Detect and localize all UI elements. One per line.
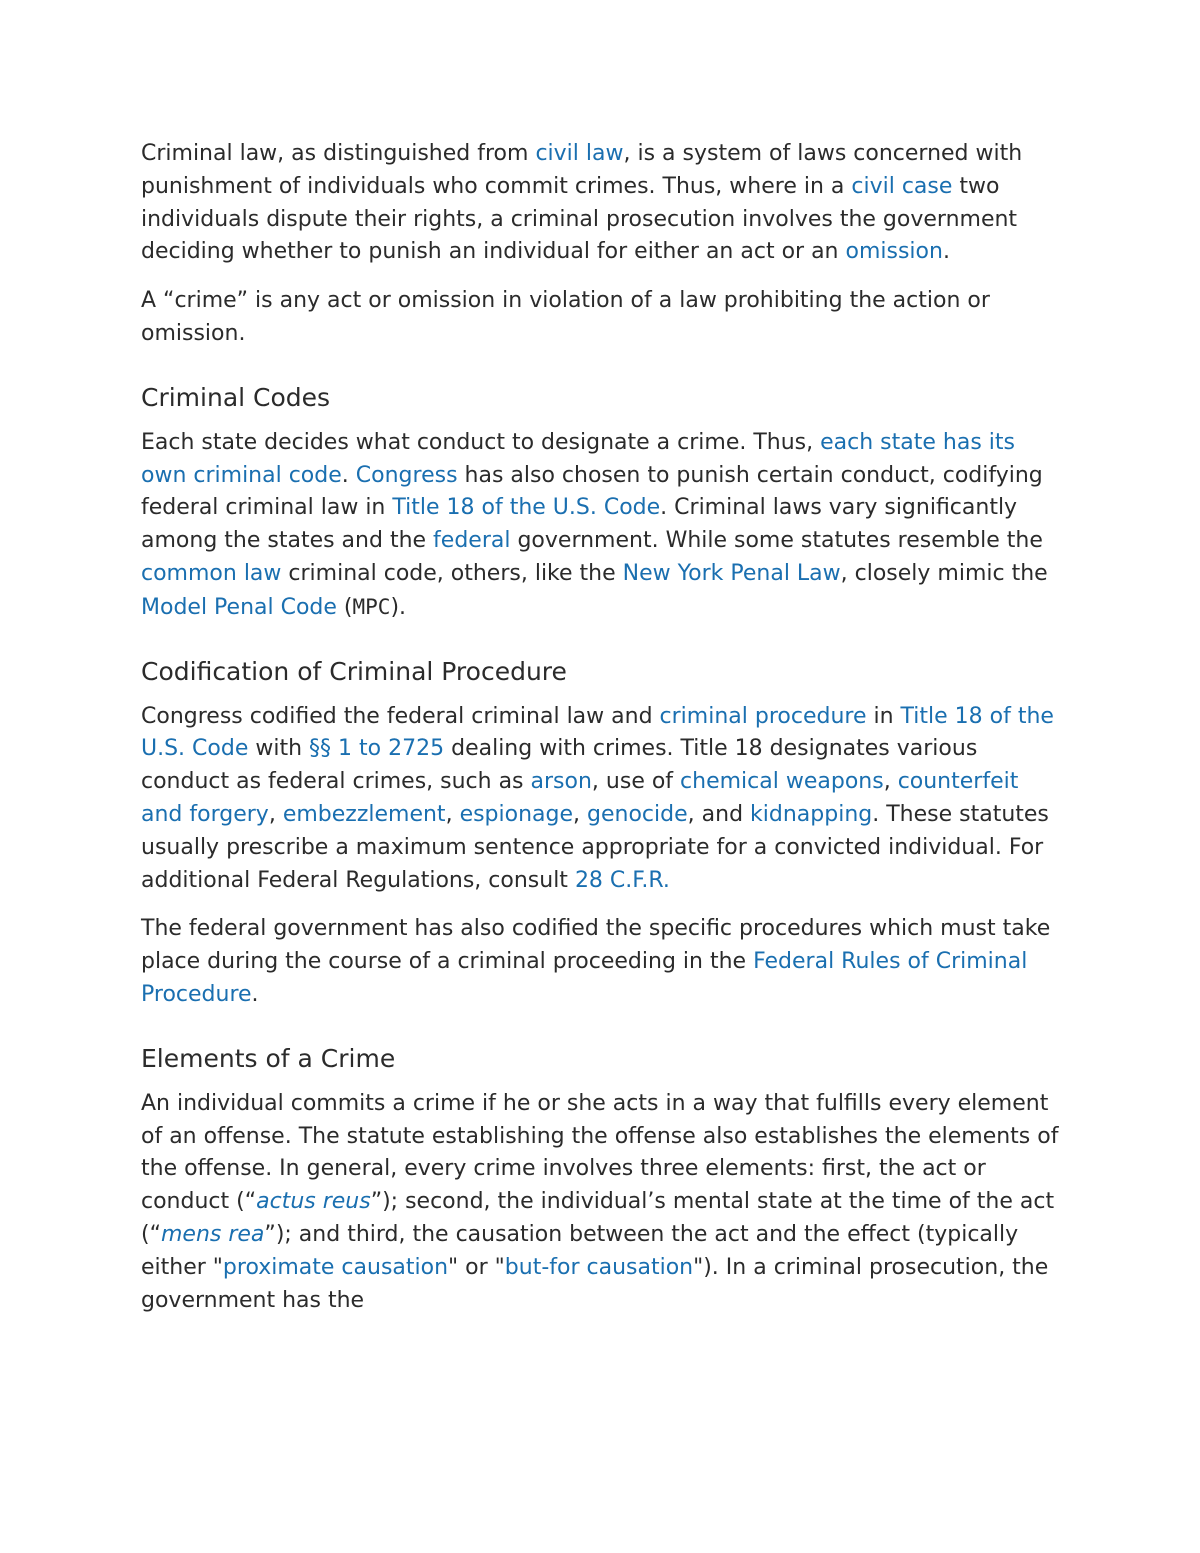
cfr-link[interactable]: 28 C.F.R. — [574, 867, 670, 893]
proximate-causation-link[interactable]: proximate causation — [222, 1254, 449, 1280]
crime-definition-paragraph: A “crime” is any act or omission in violation of a law prohibiting the action or omission. — [141, 288, 990, 346]
document-page — [141, 138, 1066, 1333]
criminal-codes-paragraph: Each state decides what conduct to designate a crime. Thus, each state has its own criminal code. Congress has also chosen to punish certain conduct, codifying federal criminal law in Title 18 of the U.S. Code. Criminal laws vary significantly among the states and the federal government. While some statutes resemble the common law criminal code, others, like the New York Penal Law, closely mimic the Model Penal Code (MPC). — [141, 429, 1048, 620]
title-18-link[interactable]: Title 18 of the U.S. Code — [392, 495, 661, 521]
but-for-causation-link[interactable]: but-for causation — [504, 1254, 694, 1280]
elements-heading: Elements of a Crime — [141, 1043, 396, 1073]
codification-heading: Codification of Criminal Procedure — [141, 656, 567, 686]
title-18-us-code-link[interactable]: Title 18 of the U.S. Code — [141, 703, 1054, 762]
federal-rules-link[interactable]: Federal Rules of Criminal Procedure — [141, 949, 1028, 1007]
common-law-link[interactable]: common law — [141, 560, 282, 586]
codification-paragraph: Congress codified the federal criminal law and criminal procedure in Title 18 of the U.S. Code with §§ 1 to 2725 dealing with crimes. Title 18 designates various conduct as federal crimes, such as arson, use of chemical weapons, counterfeit and forgery, embezzlement, espionage, genocide, and kidnapping. These statutes usually prescribe a maximum sentence appropriate for a convicted individual. For additional Federal Regulations, consult 28 C.F.R. — [141, 703, 1054, 893]
federal-rules-paragraph: The federal government has also codified the specific procedures which must take place during the course of a criminal proceeding in the Federal Rules of Criminal Procedure. — [141, 916, 1051, 1007]
criminal-codes-heading: Criminal Codes — [141, 382, 331, 412]
civil-law-link[interactable]: civil law — [535, 141, 624, 166]
state-criminal-code-link[interactable]: each state has its own criminal code — [141, 429, 1015, 488]
congress-link[interactable]: Congress — [355, 462, 458, 488]
elements-paragraph: An individual commits a crime if he or she acts in a way that fulfills every element of an offense. The statute establishing the offense also establishes the elements of the offense. In general, every crime involves three elements: first, the act or conduct (“actus reus”); second, the individual’s mental state at the time of the act (“mens rea”); and third, the causation between the act and the effect (typically either "proximate causation" or "but-for causation"). In a criminal prosecution, the government has the — [141, 1090, 1059, 1313]
sections-link[interactable]: §§ 1 to 2725 — [309, 736, 445, 762]
embezzlement-link[interactable]: embezzlement — [282, 801, 446, 827]
omission-link[interactable]: omission — [845, 239, 943, 265]
actus-reus-link[interactable]: actus reus — [256, 1189, 371, 1215]
new-york-penal-law-link[interactable]: New York Penal Law — [622, 560, 841, 586]
model-penal-code-link[interactable]: Model Penal Code — [141, 594, 337, 620]
kidnapping-link[interactable]: kidnapping — [750, 801, 873, 827]
espionage-link[interactable]: espionage — [459, 801, 574, 827]
genocide-link[interactable]: genocide — [587, 801, 688, 827]
criminal-procedure-link[interactable]: criminal procedure — [659, 703, 867, 729]
mens-rea-link[interactable]: mens rea — [160, 1221, 265, 1247]
arson-link[interactable]: arson — [530, 769, 592, 795]
counterfeit-forgery-link[interactable]: counterfeit and forgery — [141, 769, 1019, 827]
chemical-weapons-link[interactable]: chemical weapons — [680, 769, 884, 795]
mpc-abbreviation: MPC — [352, 594, 391, 619]
intro-paragraph: Criminal law, as distinguished from civil law, is a system of laws concerned with punishment of individuals who commit crimes. Thus, where in a civil case two individuals dispute their rights, a criminal prosecution involves the government deciding whether to punish an individual for either an act or an omission. — [141, 141, 1023, 265]
civil-case-link[interactable]: civil case — [851, 173, 953, 199]
federal-link[interactable]: federal — [433, 528, 511, 554]
